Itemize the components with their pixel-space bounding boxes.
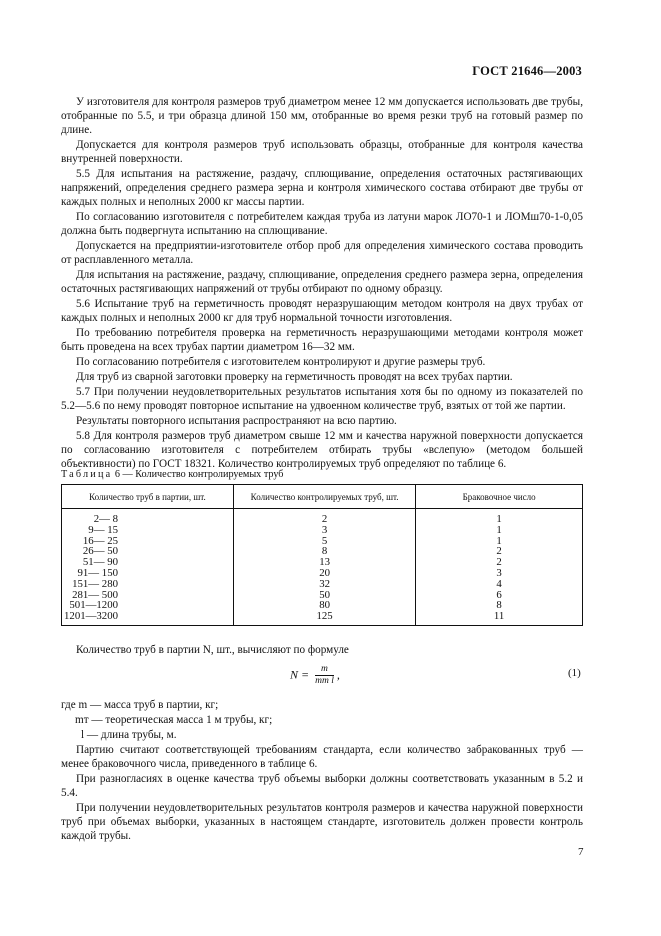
cell-range: 91— 150	[77, 566, 118, 579]
legend-item: l — длина трубы, м.	[81, 729, 177, 741]
table-body	[62, 509, 583, 626]
table-cell: 1	[416, 536, 583, 547]
table-cell: 5	[233, 536, 415, 547]
table-cell: 8	[233, 546, 415, 557]
table-cell: 4	[416, 579, 583, 590]
table-cell: 8	[416, 600, 583, 611]
table-cell: 1	[416, 509, 583, 525]
formula-fraction	[315, 664, 334, 687]
body-text	[61, 95, 583, 472]
formula-number: (1)	[568, 667, 581, 679]
table-cell: 2	[233, 509, 415, 525]
table-caption-label: Таблица	[61, 469, 113, 480]
table-cell	[62, 525, 234, 536]
page-number: 7	[578, 846, 584, 858]
table-cell: 3	[416, 568, 583, 579]
paragraph: Допускается для контроля размеров труб использовать образцы, отобранные для контроля качества внутренней поверхности.	[61, 139, 583, 165]
paragraph: У изготовителя для контроля размеров труб диаметром менее 12 мм допускается использовать две трубы, отобранные по 5.5, и три образца длиной 150 мм, отобранные во время резки труб на готовый размер по длине.	[61, 96, 583, 136]
legend-item: где m — масса труб в партии, кг;	[61, 699, 219, 711]
paragraph: 5.6 Испытание труб на герметичность проводят неразрушающим методом контроля на двух трубах от каждых полных и неполных 2000 кг для труб нормальной точности изготовления.	[61, 298, 583, 324]
paragraph: При получении неудовлетворительных результатов контроля размеров и качества наружной поверхности труб при объемах выборки, указанных в настоящем стандарте, изготовитель должен провести контроль каждой трубы.	[61, 802, 583, 842]
paragraph: Для труб из сварной заготовки проверку на герметичность проводят на всех трубах партии.	[76, 371, 513, 383]
table-cell: 32	[233, 579, 415, 590]
paragraph: 5.5 Для испытания на растяжение, раздачу, сплющивание, определения остаточных растягивающих напряжений, определения среднего размера зерна и контроля химического состава отбирают две трубы от каждых полных и неполных 2000 кг массы партии.	[61, 168, 583, 208]
table-caption	[61, 469, 284, 480]
paragraph: 5.7 При получении неудовлетворительных результатов испытания хотя бы по одному из показателей по 5.2—5.6 по нему проводят повторное испытание на удвоенном количестве труб, взятых от той же партии.	[61, 386, 583, 412]
formula	[290, 664, 340, 687]
paragraph: По согласованию потребителя с изготовителем контролируют и другие размеры труб.	[76, 356, 486, 368]
legend-item: mт — теоретическая масса 1 м трубы, кг;	[75, 714, 273, 726]
table-row	[62, 579, 583, 590]
table-cell: 50	[233, 590, 415, 601]
cell-range: 9— 15	[88, 523, 118, 536]
paragraph: Партию считают соответствующей требованиям стандарта, если количество забракованных труб — менее браковочного числа, приведенного в таблице 6.	[61, 744, 583, 770]
table-cell: 2	[416, 546, 583, 557]
cell-range: 501—1200	[69, 599, 118, 612]
cell-range: 16— 25	[82, 534, 118, 547]
table-cell: 11	[416, 611, 583, 625]
column-header: Количество труб в партии, шт.	[62, 485, 234, 509]
table-cell	[62, 579, 234, 590]
cell-range: 51— 90	[82, 556, 118, 569]
paragraph: При разногласиях в оценке качества труб объемы выборки должны соответствовать указанным в 5.2 и 5.4.	[61, 773, 583, 799]
column-header: Количество контролируемых труб, шт.	[233, 485, 415, 509]
table-cell: 2	[416, 557, 583, 568]
paragraph: Допускается на предприятии-изготовителе отбор проб для определения химического состава проводить от расплавленного металла.	[61, 240, 583, 266]
table-cell: 3	[233, 525, 415, 536]
formula-denominator: mт l	[315, 676, 334, 686]
cell-range: 151— 280	[72, 577, 118, 590]
body-text-continued	[61, 743, 583, 844]
paragraph: Результаты повторного испытания распространяют на всю партию.	[76, 415, 397, 427]
paragraph: 5.8 Для контроля размеров труб диаметром свыше 12 мм и качества наружной поверхности допускается по согласованию изготовителя с потребителем отбирать трубы «вслепую» (методом большей объективности) по ГОСТ 18321. Количество контролируемых труб определяют по таблице 6.	[61, 430, 583, 470]
table-row	[62, 525, 583, 536]
column-header: Браковочное число	[416, 485, 583, 509]
formula-legend	[61, 698, 272, 743]
table-header-row	[62, 485, 583, 509]
formula-trail: ,	[336, 667, 340, 682]
sampling-table	[61, 484, 583, 626]
cell-range: 26— 50	[82, 545, 118, 558]
cell-range: 281— 500	[72, 588, 118, 601]
table-cell: 1	[416, 525, 583, 536]
table-cell: 13	[233, 557, 415, 568]
table-caption-text: 6 — Количество контролируемых труб	[112, 469, 284, 480]
table-cell: 20	[233, 568, 415, 579]
table-cell	[62, 611, 234, 625]
formula-intro: Количество труб в партии N, шт., вычисляют по формуле	[76, 644, 349, 656]
table-row	[62, 509, 583, 525]
cell-range: 2— 8	[93, 513, 118, 525]
table-cell: 80	[233, 600, 415, 611]
table-cell: 6	[416, 590, 583, 601]
cell-range: 1201—3200	[64, 610, 118, 623]
table-row	[62, 611, 583, 625]
table-cell: 125	[233, 611, 415, 625]
paragraph: По требованию потребителя проверка на герметичность неразрушающими методами контроля может быть проведена на всех трубах партии диаметром 16—32 мм.	[61, 327, 583, 353]
paragraph: По согласованию изготовителя с потребителем каждая труба из латуни марок ЛО70-1 и ЛОМш70-1-0,05 должна быть подвергнута испытанию на сплющивание.	[61, 211, 583, 237]
formula-lhs: N =	[290, 667, 310, 682]
document-header: ГОСТ 21646—2003	[472, 64, 582, 78]
paragraph: Для испытания на растяжение, раздачу, сплющивание, определения среднего размера зерна, определения остаточных растягивающих напряжений от трубы отбирают по одному образцу.	[61, 269, 583, 295]
formula-numerator: m	[315, 664, 334, 676]
table-cell	[62, 509, 234, 525]
